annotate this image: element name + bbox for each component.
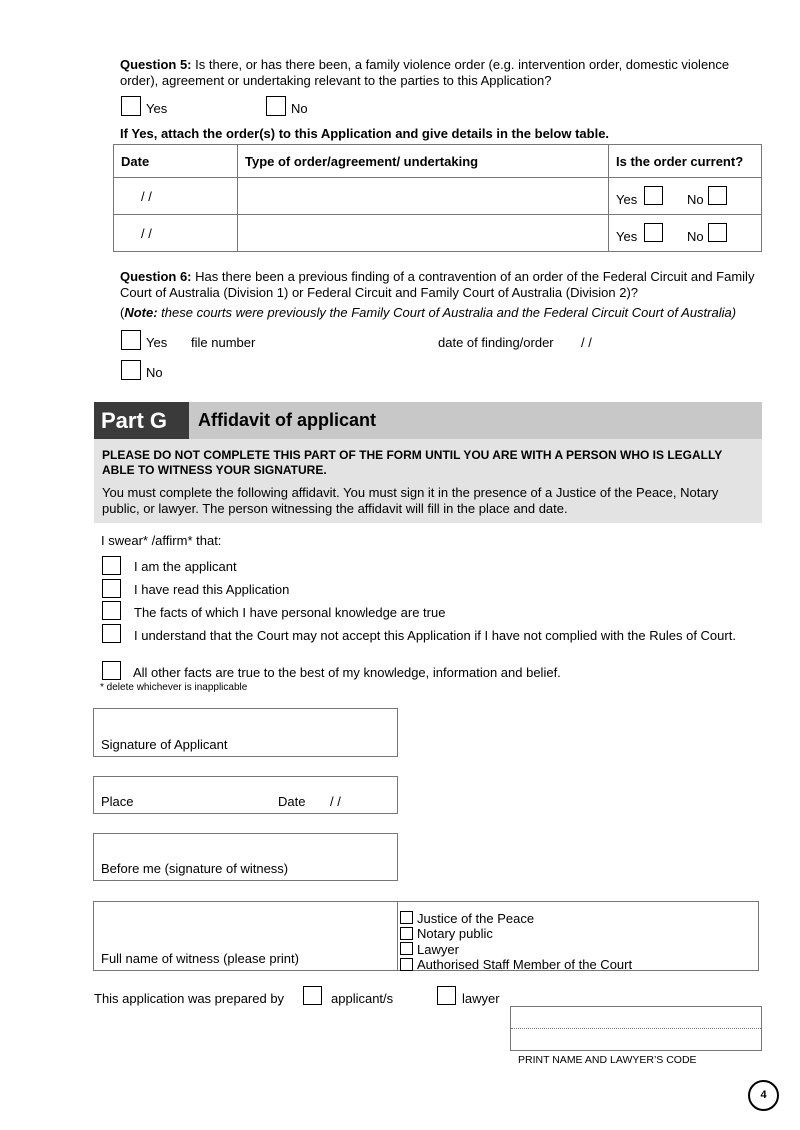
question-5-label: Question 5: [120,57,192,72]
order-type-cell[interactable] [238,178,609,215]
swear-affirm-text: I swear* /affirm* that: [101,533,222,548]
place-date-box[interactable] [93,776,398,814]
witness-signature-label: Before me (signature of witness) [101,861,289,876]
witness-type-checkbox[interactable] [400,958,413,971]
divider [397,902,398,970]
current-no-label: No [687,229,704,244]
witness-type-checkbox[interactable] [400,911,413,924]
witness-type-label: Lawyer [417,942,459,957]
statement-text: All other facts are true to the best of my knowledge, information and belief. [133,665,561,680]
witness-signature-box[interactable] [93,833,398,881]
part-g-notice [94,439,762,523]
witness-type-checkbox[interactable] [400,927,413,940]
table-header-current: Is the order current? [609,145,762,178]
page-number: 4 [748,1080,779,1111]
q6-yes-label: Yes [146,335,168,350]
statement-text: I understand that the Court may not accept this Application if I have not complied with the Rules of Court. [134,628,736,643]
current-yes-checkbox[interactable] [644,223,663,242]
statement-checkbox[interactable] [102,661,121,680]
date-of-finding-slashes[interactable]: / / [581,335,592,350]
witness-type-checkbox[interactable] [400,942,413,955]
order-current-cell [609,178,762,215]
witness-type-label: Justice of the Peace [417,911,535,926]
witness-type-label: Authorised Staff Member of the Court [417,957,633,972]
lawyer-option-label: lawyer [462,991,500,1006]
statement-checkbox[interactable] [102,601,121,620]
question-5-text: Is there, or has there been, a family violence order (e.g. intervention order, domestic violence order), agreement or undertaking relevant to the parties to this Application? [120,57,730,88]
order-type-cell[interactable] [238,215,609,252]
date-of-finding-label: date of finding/order [438,335,554,350]
statement-text: I have read this Application [134,582,290,597]
current-no-checkbox[interactable] [708,223,727,242]
file-number-label: file number [191,335,256,350]
current-no-checkbox[interactable] [708,186,727,205]
date-label: Date [278,794,306,809]
q5-no-label: No [291,101,308,116]
current-yes-label: Yes [616,192,638,207]
witness-type-label: Notary public [417,926,493,941]
prepared-by-applicant-checkbox[interactable] [303,986,322,1005]
part-title: Affidavit of applicant [198,410,377,430]
question-6-note [120,305,780,321]
date-slashes: / / [330,794,341,809]
note-open-paren: ( [120,305,125,320]
question-6 [120,269,760,301]
note-label: Note: [124,305,158,320]
affidavit-instructions: You must complete the following affidavit. You must sign it in the presence of a Justice of the Peace, Notary public, or lawyer. The person witnessing the affidavit will fill in the place and date. [102,485,719,516]
witness-warning: PLEASE DO NOT COMPLETE THIS PART OF THE FORM UNTIL YOU ARE WITH A PERSON WHO IS LEGALLY ABLE TO WITNESS YOUR SIGNATURE. [102,448,723,477]
table-row [114,215,762,252]
q5-instruction: If Yes, attach the order(s) to this Application and give details in the below table. [120,126,610,141]
lawyer-code-label: PRINT NAME AND LAWYER’S CODE [518,1054,697,1066]
table-header-date: Date [114,145,238,178]
statement-text: I am the applicant [134,559,237,574]
question-6-label: Question 6: [120,269,192,284]
q5-yes-checkbox[interactable] [121,96,141,116]
applicant-option-label: applicant/s [331,991,394,1006]
statement-text: The facts of which I have personal knowledge are true [134,605,446,620]
table-header-type: Type of order/agreement/ undertaking [238,145,609,178]
part-g-header [94,402,762,439]
lawyer-name-code-box[interactable] [510,1006,762,1051]
witness-details-box [93,901,759,971]
order-date-cell[interactable]: / / [114,215,238,252]
witness-name-label: Full name of witness (please print) [101,951,299,966]
order-current-cell [609,215,762,252]
statement-checkbox[interactable] [102,579,121,598]
applicant-signature-box[interactable] [93,708,398,757]
q5-yes-label: Yes [146,101,168,116]
table-header-row [114,145,762,178]
question-6-text: Has there been a previous finding of a contravention of an order of the Federal Circuit and Family Court of Australia (Division 1) or Federal Circuit and Family Court of Australia (Division 2)? [120,269,755,300]
statement-checkbox[interactable] [102,556,121,575]
q6-yes-checkbox[interactable] [121,330,141,350]
family-violence-order-table [113,144,762,252]
table-row [114,178,762,215]
order-date-cell[interactable]: / / [114,178,238,215]
signature-label: Signature of Applicant [101,737,228,752]
question-5 [120,57,760,89]
place-label: Place [101,794,134,809]
part-label: Part G [94,402,189,439]
q6-no-label: No [146,365,163,380]
prepared-by-lawyer-checkbox[interactable] [437,986,456,1005]
statement-checkbox[interactable] [102,624,121,643]
note-text: these courts were previously the Family Court of Australia and the Federal Circuit Court of Australia) [157,305,737,320]
footnote: * delete whichever is inapplicable [100,682,248,693]
current-yes-checkbox[interactable] [644,186,663,205]
prepared-by-label: This application was prepared by [94,991,285,1006]
divider [511,1028,761,1029]
q5-no-checkbox[interactable] [266,96,286,116]
q6-no-checkbox[interactable] [121,360,141,380]
current-yes-label: Yes [616,229,638,244]
current-no-label: No [687,192,704,207]
